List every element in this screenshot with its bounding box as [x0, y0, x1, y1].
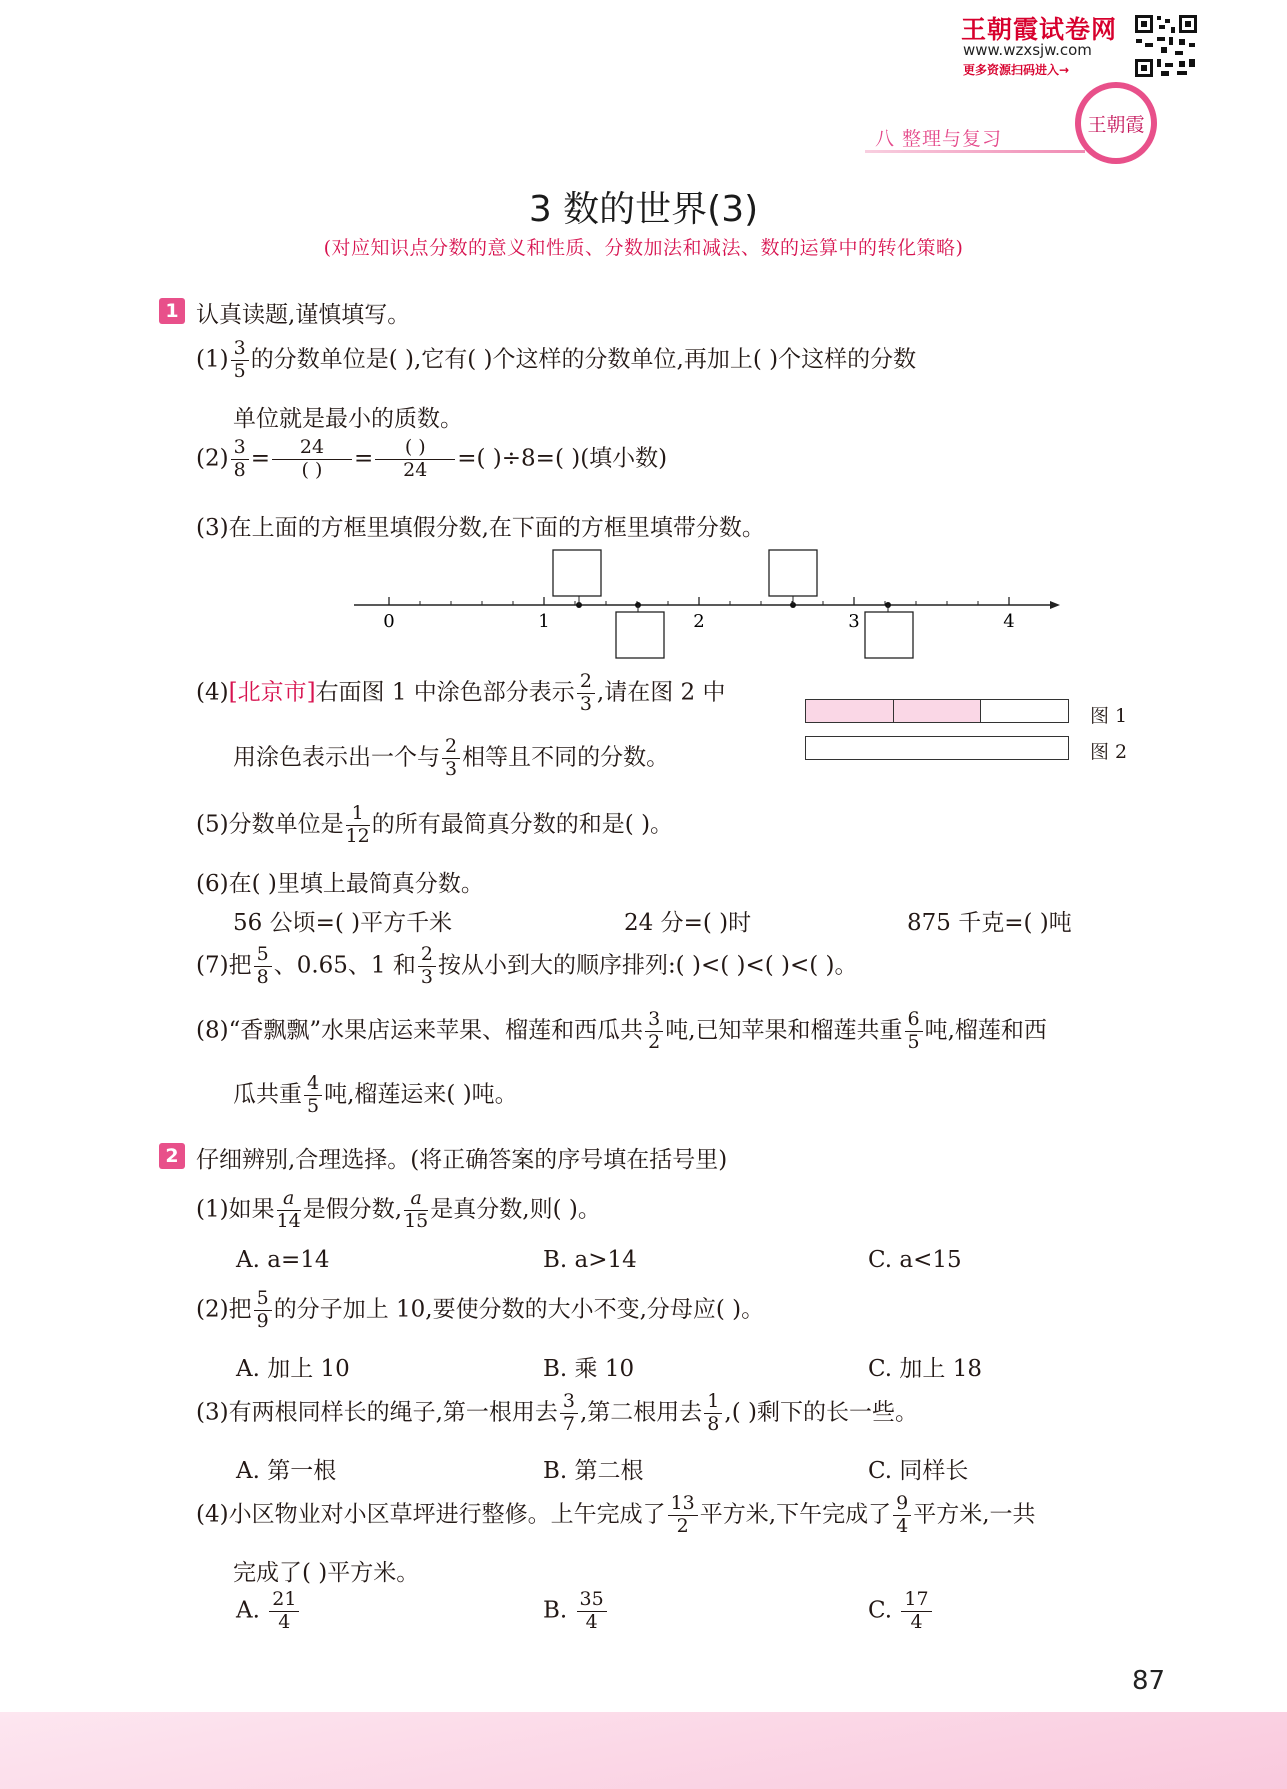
option-b: B. 第二根 — [543, 1458, 644, 1484]
s1-q8 — [196, 1010, 1047, 1053]
s1-q8-line2 — [233, 1074, 518, 1117]
question-text: 的分子加上 10,要使分数的大小不变,分母应( )。 — [273, 1296, 765, 1323]
fraction: $\frac{2}{3}$ — [418, 945, 436, 988]
s1-q6-a: 56 公顷=( )平方千米 — [233, 910, 453, 936]
question-text: (5)分数单位是 — [196, 811, 344, 838]
question-text: ,请在图 2 中 — [596, 679, 726, 706]
fraction: $\frac{3}{5}$ — [231, 339, 249, 382]
brand-scan-hint: 更多资源扫码进入→ — [963, 63, 1070, 77]
answer-box-top-1 — [553, 550, 601, 596]
question-text: =( )÷8=( )(填小数) — [457, 445, 668, 472]
fraction: $\frac{2}{3}$ — [577, 672, 595, 715]
option-b: B. a>14 — [543, 1247, 637, 1273]
section-2-badge: 2 — [159, 1143, 185, 1169]
chapter-label: 八 整理与复习 — [875, 128, 1003, 150]
s1-q4-line2 — [233, 737, 669, 780]
tick-label: 3 — [848, 611, 860, 632]
s1-q2 — [196, 438, 667, 481]
figure-2-label: 图 2 — [1090, 741, 1128, 763]
s2-q4-line2: 完成了( )平方米。 — [233, 1560, 420, 1586]
question-text: (7)把 — [196, 952, 252, 979]
option-a: A. 第一根 — [236, 1458, 337, 1484]
s1-q5 — [196, 804, 673, 847]
strip-segment-shaded — [894, 700, 982, 722]
s2-q4 — [196, 1494, 1036, 1537]
tick-label: 2 — [693, 611, 705, 632]
question-text: 瓜共重 — [233, 1081, 302, 1108]
brand-url: www.wzxsjw.com — [963, 41, 1092, 59]
page-title: 3 数的世界(3) — [528, 189, 759, 230]
fraction: $\frac{35}{4}$ — [577, 1590, 607, 1633]
question-text: 用涂色表示出一个与 — [233, 744, 440, 771]
option-label: C. — [868, 1597, 893, 1624]
option-c: C. 同样长 — [868, 1458, 969, 1484]
answer-box-bottom-2 — [865, 612, 913, 658]
number-line-figure — [350, 545, 1060, 665]
strip-segment — [981, 700, 1068, 722]
question-text: (3)有两根同样长的绳子,第一根用去 — [196, 1399, 558, 1426]
s1-q6-c: 875 千克=( )吨 — [907, 910, 1072, 936]
question-text: 按从小到大的顺序排列:( )<( )<( )<( )。 — [437, 952, 858, 979]
question-text: 平方米,一共 — [913, 1501, 1036, 1528]
s1-q1 — [196, 339, 916, 382]
question-text: 相等且不同的分数。 — [462, 744, 670, 771]
fraction: $\frac{a}{14}$ — [276, 1187, 301, 1232]
question-text: (1)如果 — [196, 1196, 275, 1223]
fraction: $\frac{5}{9}$ — [254, 1289, 272, 1332]
fraction: $\frac{a}{15}$ — [404, 1187, 429, 1232]
s1-q3: (3)在上面的方框里填假分数,在下面的方框里填带分数。 — [196, 515, 765, 541]
fraction: $\frac{17}{4}$ — [901, 1590, 931, 1633]
question-text: 是真分数,则( )。 — [430, 1196, 601, 1223]
fraction: $\frac{4}{5}$ — [304, 1074, 322, 1117]
fraction: $\frac{6}{5}$ — [905, 1010, 923, 1053]
fraction: $\frac{13}{2}$ — [668, 1494, 698, 1537]
q-number: (4) — [196, 679, 229, 706]
s1-q6: (6)在( )里填上最简真分数。 — [196, 871, 484, 897]
section-2-title: 仔细辨别,合理选择。(将正确答案的序号填在括号里) — [196, 1147, 728, 1173]
equals: = — [250, 445, 270, 472]
fraction: $\frac{9}{4}$ — [893, 1494, 911, 1537]
q-number: (1) — [196, 346, 229, 373]
fraction: $\frac{2}{3}$ — [442, 737, 460, 780]
question-text: (8)“香飘飘”水果店运来苹果、榴莲和西瓜共 — [196, 1017, 644, 1044]
s1-q4 — [196, 672, 725, 715]
question-text: 是假分数, — [302, 1196, 403, 1223]
q-number: (2) — [196, 445, 229, 472]
question-text: (4)小区物业对小区草坪进行整修。上午完成了 — [196, 1501, 666, 1528]
option-label: B. — [543, 1597, 568, 1624]
fraction: $\frac{3}{2}$ — [645, 1010, 663, 1053]
question-text: 的分数单位是( ),它有( )个这样的分数单位,再加上( )个这样的分数 — [250, 346, 917, 373]
seal-text: 王朝霞 — [1087, 114, 1145, 136]
question-text: ,第二根用去 — [579, 1399, 703, 1426]
section-1-badge: 1 — [159, 298, 185, 324]
question-text: 吨,已知苹果和榴莲共重 — [665, 1017, 903, 1044]
answer-box-bottom-1 — [616, 612, 664, 658]
question-text: (2)把 — [196, 1296, 252, 1323]
option-b — [543, 1590, 609, 1633]
option-c: C. a<15 — [868, 1247, 962, 1273]
question-text: ,( )剩下的长一些。 — [724, 1399, 918, 1426]
s2-q3 — [196, 1392, 918, 1435]
fraction: $\frac{( )}{24}$ — [375, 438, 455, 481]
question-text: 吨,榴莲和西 — [924, 1017, 1047, 1044]
fraction: $\frac{5}{8}$ — [254, 945, 272, 988]
page-subtitle: (对应知识点分数的意义和性质、分数加法和减法、数的运算中的转化策略) — [323, 237, 964, 259]
number-line-arrow — [1050, 601, 1060, 609]
footer-band — [0, 1712, 1287, 1789]
section-1-title: 认真读题,谨慎填写。 — [196, 302, 411, 328]
option-c — [868, 1590, 934, 1633]
fraction: $\frac{24}{( )}$ — [272, 438, 352, 481]
option-a: A. 加上 10 — [236, 1356, 350, 1382]
brand-name: 王朝霞试卷网 — [961, 15, 1118, 44]
s1-q1-line2: 单位就是最小的质数。 — [233, 406, 463, 432]
question-text: 平方米,下午完成了 — [699, 1501, 892, 1528]
strip-segment-shaded — [806, 700, 894, 722]
question-text: 右面图 1 中涂色部分表示 — [315, 679, 575, 706]
figure-1-label: 图 1 — [1090, 705, 1128, 727]
tick-label: 0 — [383, 611, 395, 632]
fraction: $\frac{21}{4}$ — [269, 1590, 299, 1633]
answer-box-top-2 — [769, 550, 817, 596]
fraction: $\frac{3}{7}$ — [560, 1392, 578, 1435]
s2-q2 — [196, 1289, 764, 1332]
question-text: 、0.65、1 和 — [273, 952, 416, 979]
page-number: 87 — [1132, 1666, 1166, 1696]
figure-2-strip — [805, 736, 1069, 760]
tick-label: 4 — [1003, 611, 1015, 632]
tick-label: 1 — [538, 611, 550, 632]
option-c: C. 加上 18 — [868, 1356, 982, 1382]
s1-q7 — [196, 945, 858, 988]
s1-q6-b: 24 分=( )时 — [624, 910, 752, 936]
fraction: $\frac{1}{8}$ — [704, 1392, 722, 1435]
option-label: A. — [236, 1597, 260, 1624]
chapter-underline — [865, 150, 1085, 153]
figure-1-strip — [805, 699, 1069, 723]
s2-q1 — [196, 1189, 601, 1232]
fraction: $\frac{1}{12}$ — [345, 802, 370, 847]
question-text: 的所有最简真分数的和是( )。 — [371, 811, 674, 838]
pointer-lines — [579, 591, 888, 613]
option-b: B. 乘 10 — [543, 1356, 635, 1382]
fraction: $\frac{3}{8}$ — [231, 438, 249, 481]
qr-code-icon — [1133, 13, 1199, 79]
question-text: 吨,榴莲运来( )吨。 — [324, 1081, 518, 1108]
equals: = — [353, 445, 374, 472]
option-a — [236, 1590, 301, 1633]
option-a: A. a=14 — [236, 1247, 330, 1273]
region-tag: [北京市] — [228, 679, 316, 706]
brand-seal-icon — [1075, 82, 1157, 164]
